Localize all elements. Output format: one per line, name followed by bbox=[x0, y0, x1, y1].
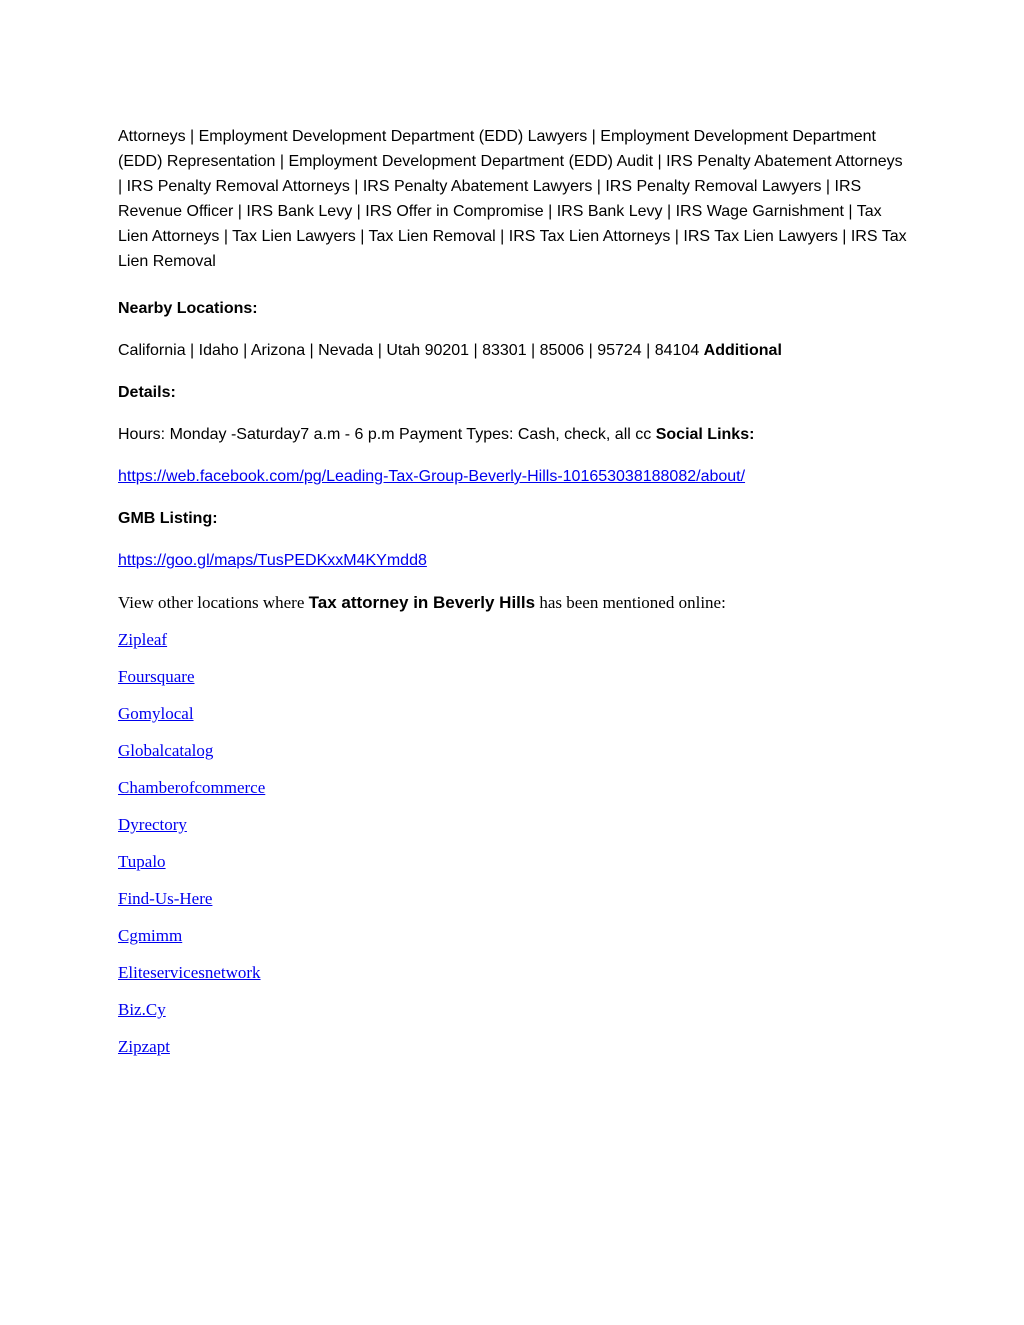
hours-line bbox=[118, 422, 908, 447]
nearby-locations-heading: Nearby Locations: bbox=[118, 300, 258, 317]
services-list: Attorneys | Employment Development Department (EDD) Lawyers | Employment Development Department (EDD) Representation | Employment Development Department (EDD) Audit | IRS Penalty Abatement Attorneys | IRS Penalty Removal Attorneys | IRS Penalty Abatement Lawyers | IRS Penalty Removal Lawyers | IRS Revenue Officer | IRS Bank Levy | IRS Offer in Compromise | IRS Bank Levy | IRS Wage Garnishment | Tax Lien Attorneys | Tax Lien Lawyers | Tax Lien Removal | IRS Tax Lien Attorneys | IRS Tax Lien Lawyers | IRS Tax Lien Removal bbox=[118, 128, 907, 270]
nearby-locations-list: California | Idaho | Arizona | Nevada | Utah 90201 | 83301 | 85006 | 95724 | 84104 bbox=[118, 342, 700, 359]
directory-link-find-us-here[interactable]: Find-Us-Here bbox=[118, 889, 213, 908]
nearby-locations-line bbox=[118, 338, 908, 363]
social-links-label: Social Links: bbox=[655, 426, 755, 443]
directory-link-dyrectory[interactable]: Dyrectory bbox=[118, 815, 187, 834]
mentions-line bbox=[118, 590, 908, 615]
business-name: Tax attorney in Beverly Hills bbox=[308, 593, 536, 612]
directory-link-globalcatalog[interactable]: Globalcatalog bbox=[118, 741, 214, 760]
gmb-listing-heading: GMB Listing: bbox=[118, 510, 218, 527]
mentions-suffix: has been mentioned online: bbox=[539, 593, 726, 612]
gmb-link-line bbox=[118, 548, 908, 573]
directory-link-gomylocal[interactable]: Gomylocal bbox=[118, 704, 194, 723]
directory-link-tupalo[interactable]: Tupalo bbox=[118, 852, 166, 871]
directory-link-foursquare[interactable]: Foursquare bbox=[118, 667, 195, 686]
facebook-link[interactable]: https://web.facebook.com/pg/Leading-Tax-Group-Beverly-Hills-101653038188082/about/ bbox=[118, 468, 746, 485]
mentions-prefix: View other locations where bbox=[118, 593, 305, 612]
facebook-link-line bbox=[118, 464, 908, 489]
directory-link-zipzapt[interactable]: Zipzapt bbox=[118, 1037, 170, 1056]
directory-links-list bbox=[118, 627, 908, 1071]
directory-link-chamberofcommerce[interactable]: Chamberofcommerce bbox=[118, 778, 266, 797]
directory-link-zipleaf[interactable]: Zipleaf bbox=[118, 630, 168, 649]
directory-link-biz-cy[interactable]: Biz.Cy bbox=[118, 1000, 166, 1019]
gmb-link[interactable]: https://goo.gl/maps/TusPEDKxxM4KYmdd8 bbox=[118, 552, 427, 569]
directory-link-cgmimm[interactable]: Cgmimm bbox=[118, 926, 183, 945]
details-heading: Details: bbox=[118, 384, 176, 401]
document-page bbox=[118, 124, 908, 1071]
hours-text: Hours: Monday -Saturday7 a.m - 6 p.m Payment Types: Cash, check, all cc bbox=[118, 426, 652, 443]
directory-link-eliteservicesnetwork[interactable]: Eliteservicesnetwork bbox=[118, 963, 261, 982]
additional-label: Additional bbox=[703, 342, 782, 359]
